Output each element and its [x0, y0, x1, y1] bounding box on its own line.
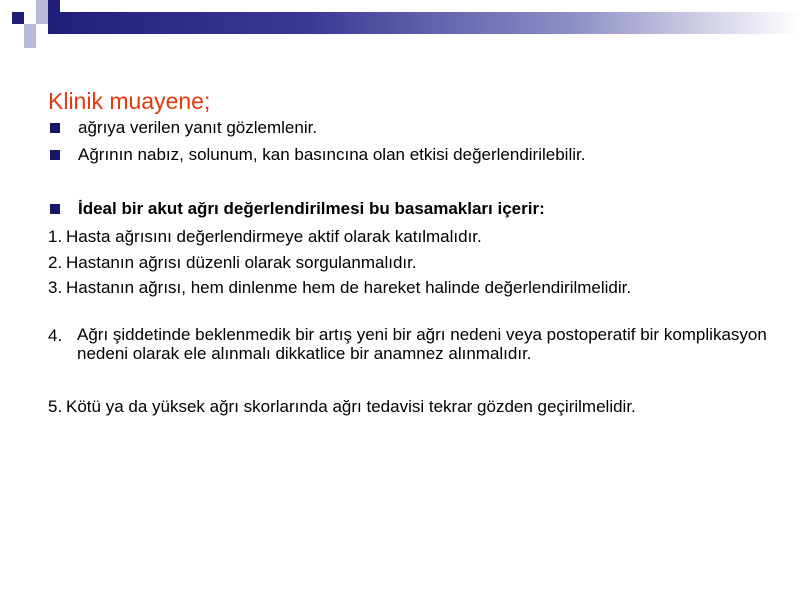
bullet-text: İdeal bir akut ağrı değerlendirilmesi bu basamakları içerir: — [78, 199, 545, 218]
square-bullet-icon — [50, 123, 60, 133]
item-number: 2. — [48, 253, 63, 272]
slide-heading: Klinik muayene; — [48, 88, 211, 114]
bullet-text: Ağrının nabız, solunum, kan basıncına olan etkisi değerlendirilebilir. — [78, 145, 586, 164]
item-number: 5. — [48, 397, 63, 416]
item-text: Hastanın ağrısı, hem dinlenme hem de hareket halinde değerlendirilmelidir. — [66, 278, 632, 297]
item-number: 1. — [48, 227, 63, 246]
square-bullet-icon — [50, 150, 60, 160]
item-text: Hastanın ağrısı düzenli olarak sorgulanmalıdır. — [66, 253, 417, 272]
item-text: Hasta ağrısını değerlendirmeye aktif olarak katılmalıdır. — [66, 227, 482, 246]
item-number: 3. — [48, 278, 63, 297]
bullet-text: ağrıya verilen yanıt gözlemlenir. — [78, 118, 318, 137]
item-text: Ağrı şiddetinde beklenmedik bir artış yeni bir ağrı nedeni veya postoperatif bir komplikasyon nedeni olarak ele alınmalı dikkatlice bir anamnez alınmalıdır. — [77, 325, 767, 363]
square-bullet-icon — [50, 204, 60, 214]
item-number: 4. — [48, 326, 63, 345]
item-text: Kötü ya da yüksek ağrı skorlarında ağrı tedavisi tekrar gözden geçirilmelidir. — [66, 397, 636, 416]
